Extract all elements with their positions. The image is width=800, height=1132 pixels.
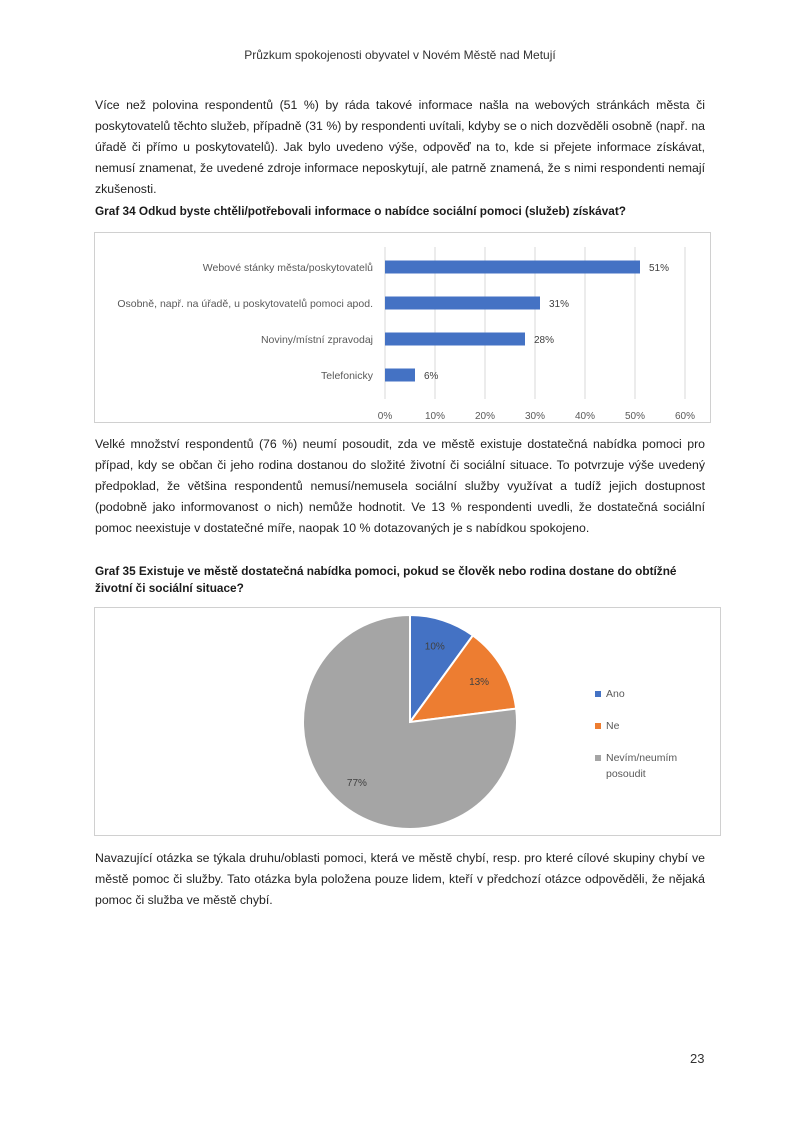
paragraph-3: Navazující otázka se týkala druhu/oblasti pomoci, která ve městě chybí, resp. pro které cílové skupiny chybí ve městě pomoc či služby. Tato otázka byla položena pouze lidem, kteří v předchozí otázce odpověděli, že nějaká pomoc či služba ve městě chybí. <box>95 851 705 907</box>
bar <box>385 297 540 310</box>
pie-value-label: 10% <box>424 641 445 653</box>
pie-value-label: 77% <box>346 778 367 790</box>
page-number: 23 <box>690 1051 705 1066</box>
bar-value-label: 31% <box>549 299 570 310</box>
bar-chart <box>95 233 710 422</box>
bar <box>385 333 525 346</box>
bar <box>385 369 415 382</box>
legend-marker <box>595 691 601 697</box>
x-tick-label: 20% <box>474 411 496 422</box>
bar-value-label: 6% <box>424 371 439 382</box>
graf-34-caption: Graf 34 Odkud byste chtěli/potřebovali informace o nabídce sociální pomoci (služeb) získávat? <box>95 204 626 218</box>
legend-marker <box>595 755 601 761</box>
page-header: Průzkum spokojenosti obyvatel v Novém Městě nad Metují <box>244 48 556 62</box>
graf-35-caption: Graf 35 Existuje ve městě dostatečná nabídka pomoci, pokud se člověk nebo rodina dostane do obtížné životní či sociální situace? <box>95 564 677 595</box>
pie-chart-container <box>94 607 721 836</box>
bar-value-label: 28% <box>534 335 555 346</box>
legend-label: Ne <box>606 720 620 732</box>
bar-value-label: 51% <box>649 263 670 274</box>
pie-value-label: 13% <box>469 677 490 689</box>
bar <box>385 261 640 274</box>
category-label: Osobně, např. na úřadě, u poskytovatelů pomoci apod. <box>117 298 373 310</box>
category-label: Noviny/místní zpravodaj <box>260 334 373 346</box>
pie-chart <box>95 608 720 835</box>
legend-label: Ano <box>606 688 625 700</box>
x-tick-label: 50% <box>624 411 646 422</box>
paragraph-2: Velké množství respondentů (76 %) neumí posoudit, zda ve městě existuje dostatečná nabídka pomoci pro případ, kdy se občan či jeho rodina dostanou do složité životní či sociální situace. To potvrzuje výše uvedený předpoklad, že většina respondentů nemusí/nemusela sociální služby využívat a tudíž jejich dostupnost (podobně jako informovanost o nich) nemůže hodnotit. Ve 13 % respondenti uvedli, že dostatečná sociální pomoc neexistuje v dostatečné míře, naopak 10 % dotazovaných je s nabídkou spokojeno. <box>95 437 705 535</box>
legend-label: Nevím/neumím posoudit <box>606 752 678 780</box>
x-tick-label: 0% <box>377 411 393 422</box>
bar-chart-container <box>94 232 711 423</box>
legend-marker <box>595 723 601 729</box>
category-label: Telefonicky <box>321 370 373 382</box>
x-tick-label: 30% <box>524 411 546 422</box>
paragraph-1: Více než polovina respondentů (51 %) by ráda takové informace našla na webových stránkách města či poskytovatelů těchto služeb, případně (31 %) by respondenti uvítali, kdyby se o nich dozvěděli osobně (např. na úřadě či přímo u poskytovatelů). Jak bylo uvedeno výše, odpověď na to, kde si přejete informace získávat, nemusí znamenat, že uvedené zdroje informace neposkytují, ale patrně znamená, že s nimi respondenti nemají zkušenosti. <box>95 98 705 196</box>
x-tick-label: 10% <box>424 411 446 422</box>
category-label: Webové stánky města/poskytovatelů <box>202 262 373 274</box>
x-tick-label: 60% <box>674 411 696 422</box>
x-tick-label: 40% <box>574 411 596 422</box>
